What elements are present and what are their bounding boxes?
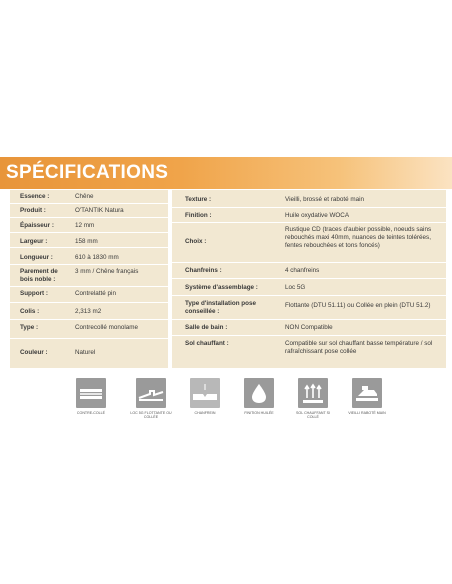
spec-row-choix	[172, 223, 446, 263]
spec-label: Type d'installation pose conseillée :	[185, 300, 257, 315]
spec-label: Colis :	[20, 308, 40, 315]
spec-row-assemblage	[172, 279, 446, 296]
spec-label: Largeur :	[20, 238, 48, 245]
right-spec-panel	[172, 190, 446, 368]
spec-row-chanfreins	[172, 263, 446, 279]
feature-contrecolle	[69, 378, 113, 415]
spec-row-couleur	[10, 339, 168, 368]
spec-label: Support :	[20, 290, 48, 297]
feature-sol-chauffant	[291, 378, 335, 420]
finition-huilee-icon	[244, 378, 274, 408]
feature-chanfrein	[183, 378, 227, 415]
vieilli-rabote-icon	[352, 378, 382, 408]
spec-value: 2,313 m2	[75, 308, 102, 315]
spec-label: Choix :	[185, 238, 207, 245]
spec-value: 12 mm	[75, 222, 95, 229]
spec-row-salle-de-bain	[172, 320, 446, 336]
spec-row-longueur	[10, 249, 168, 265]
contrecolle-icon	[76, 378, 106, 408]
spec-value: Loc 5G	[285, 284, 306, 291]
spec-row-produit	[10, 204, 168, 218]
left-spec-panel	[10, 190, 168, 368]
spec-label: Chanfreins :	[185, 267, 222, 274]
feature-icons-row	[0, 378, 452, 458]
spec-row-sol-chauffant	[172, 336, 446, 368]
spec-row-largeur	[10, 234, 168, 248]
icon-caption: CHANFREIN	[194, 411, 216, 415]
spec-label: Type :	[20, 324, 39, 331]
spec-label: Sol chauffant :	[185, 340, 229, 347]
spec-row-support	[10, 287, 168, 303]
spec-value: Compatible sur sol chauffant basse température / sol rafraîchissant pose collée	[285, 340, 433, 355]
spec-row-essence	[10, 190, 168, 204]
spec-value: O'TANTIK Natura	[75, 207, 124, 214]
spec-value: Huile oxydative WOCA	[285, 212, 350, 219]
icon-caption: LOC 5G FLOTTANTE OU COLLÉE	[130, 411, 172, 420]
icon-caption: VIEILLI RABOTÉ MAIN	[348, 411, 386, 415]
icon-caption: SOL CHAUFFANT SI COLLÉ	[296, 411, 330, 420]
spec-label: Essence :	[20, 193, 50, 200]
spec-value: Vieilli, brossé et raboté main	[285, 196, 364, 203]
banner-title: SPÉCIFICATIONS	[6, 162, 169, 183]
feature-loc5g	[129, 378, 173, 420]
spec-row-type	[10, 320, 168, 339]
loc5g-icon	[136, 378, 166, 408]
feature-finition-huilee	[237, 378, 281, 415]
spec-value: Flottante (DTU 51.11) ou Collée en plein (DTU 51.2)	[285, 302, 431, 309]
spec-label: Produit :	[20, 207, 46, 214]
spec-value: Contrelatté pin	[75, 290, 116, 297]
spec-value: 610 à 1830 mm	[75, 254, 119, 261]
spec-label: Texture :	[185, 196, 212, 203]
chanfrein-icon	[190, 378, 220, 408]
spec-value: 3 mm / Chêne français	[75, 268, 139, 275]
spec-label: Salle de bain :	[185, 324, 228, 331]
icon-caption: FINITION HUILÉE	[244, 411, 274, 415]
spec-row-installation	[172, 296, 446, 320]
spec-row-colis	[10, 303, 168, 320]
spec-value: Naturel	[75, 349, 96, 356]
spec-row-texture	[172, 190, 446, 208]
spec-label: Finition :	[185, 212, 212, 219]
spec-label: Épaisseur :	[20, 222, 54, 229]
spec-value: NON Compatible	[285, 324, 333, 331]
specifications-banner	[0, 157, 452, 189]
spec-row-parement	[10, 265, 168, 287]
spec-value: Rustique CD (traces d'aubier possible, noeuds sains rebouchés maxi 40mm, nuances de teintes tolérées, fentes rebouchées et tons foncés)	[285, 226, 432, 249]
spec-label: Système d'assemblage :	[185, 284, 258, 291]
spec-value: Contrecollé monolame	[75, 324, 138, 331]
spec-value: Chêne	[75, 193, 94, 200]
spec-label: Couleur :	[20, 349, 48, 356]
spec-value: 4 chanfreins	[285, 267, 320, 274]
spec-row-epaisseur	[10, 219, 168, 233]
icon-caption: CONTRE-COLLÉ	[76, 411, 106, 415]
spec-label: Parement de bois noble :	[20, 268, 58, 283]
feature-vieilli-rabote	[345, 378, 389, 415]
spec-row-finition	[172, 208, 446, 223]
sol-chauffant-icon	[298, 378, 328, 408]
spec-value: 158 mm	[75, 238, 98, 245]
spec-label: Longueur :	[20, 254, 53, 261]
